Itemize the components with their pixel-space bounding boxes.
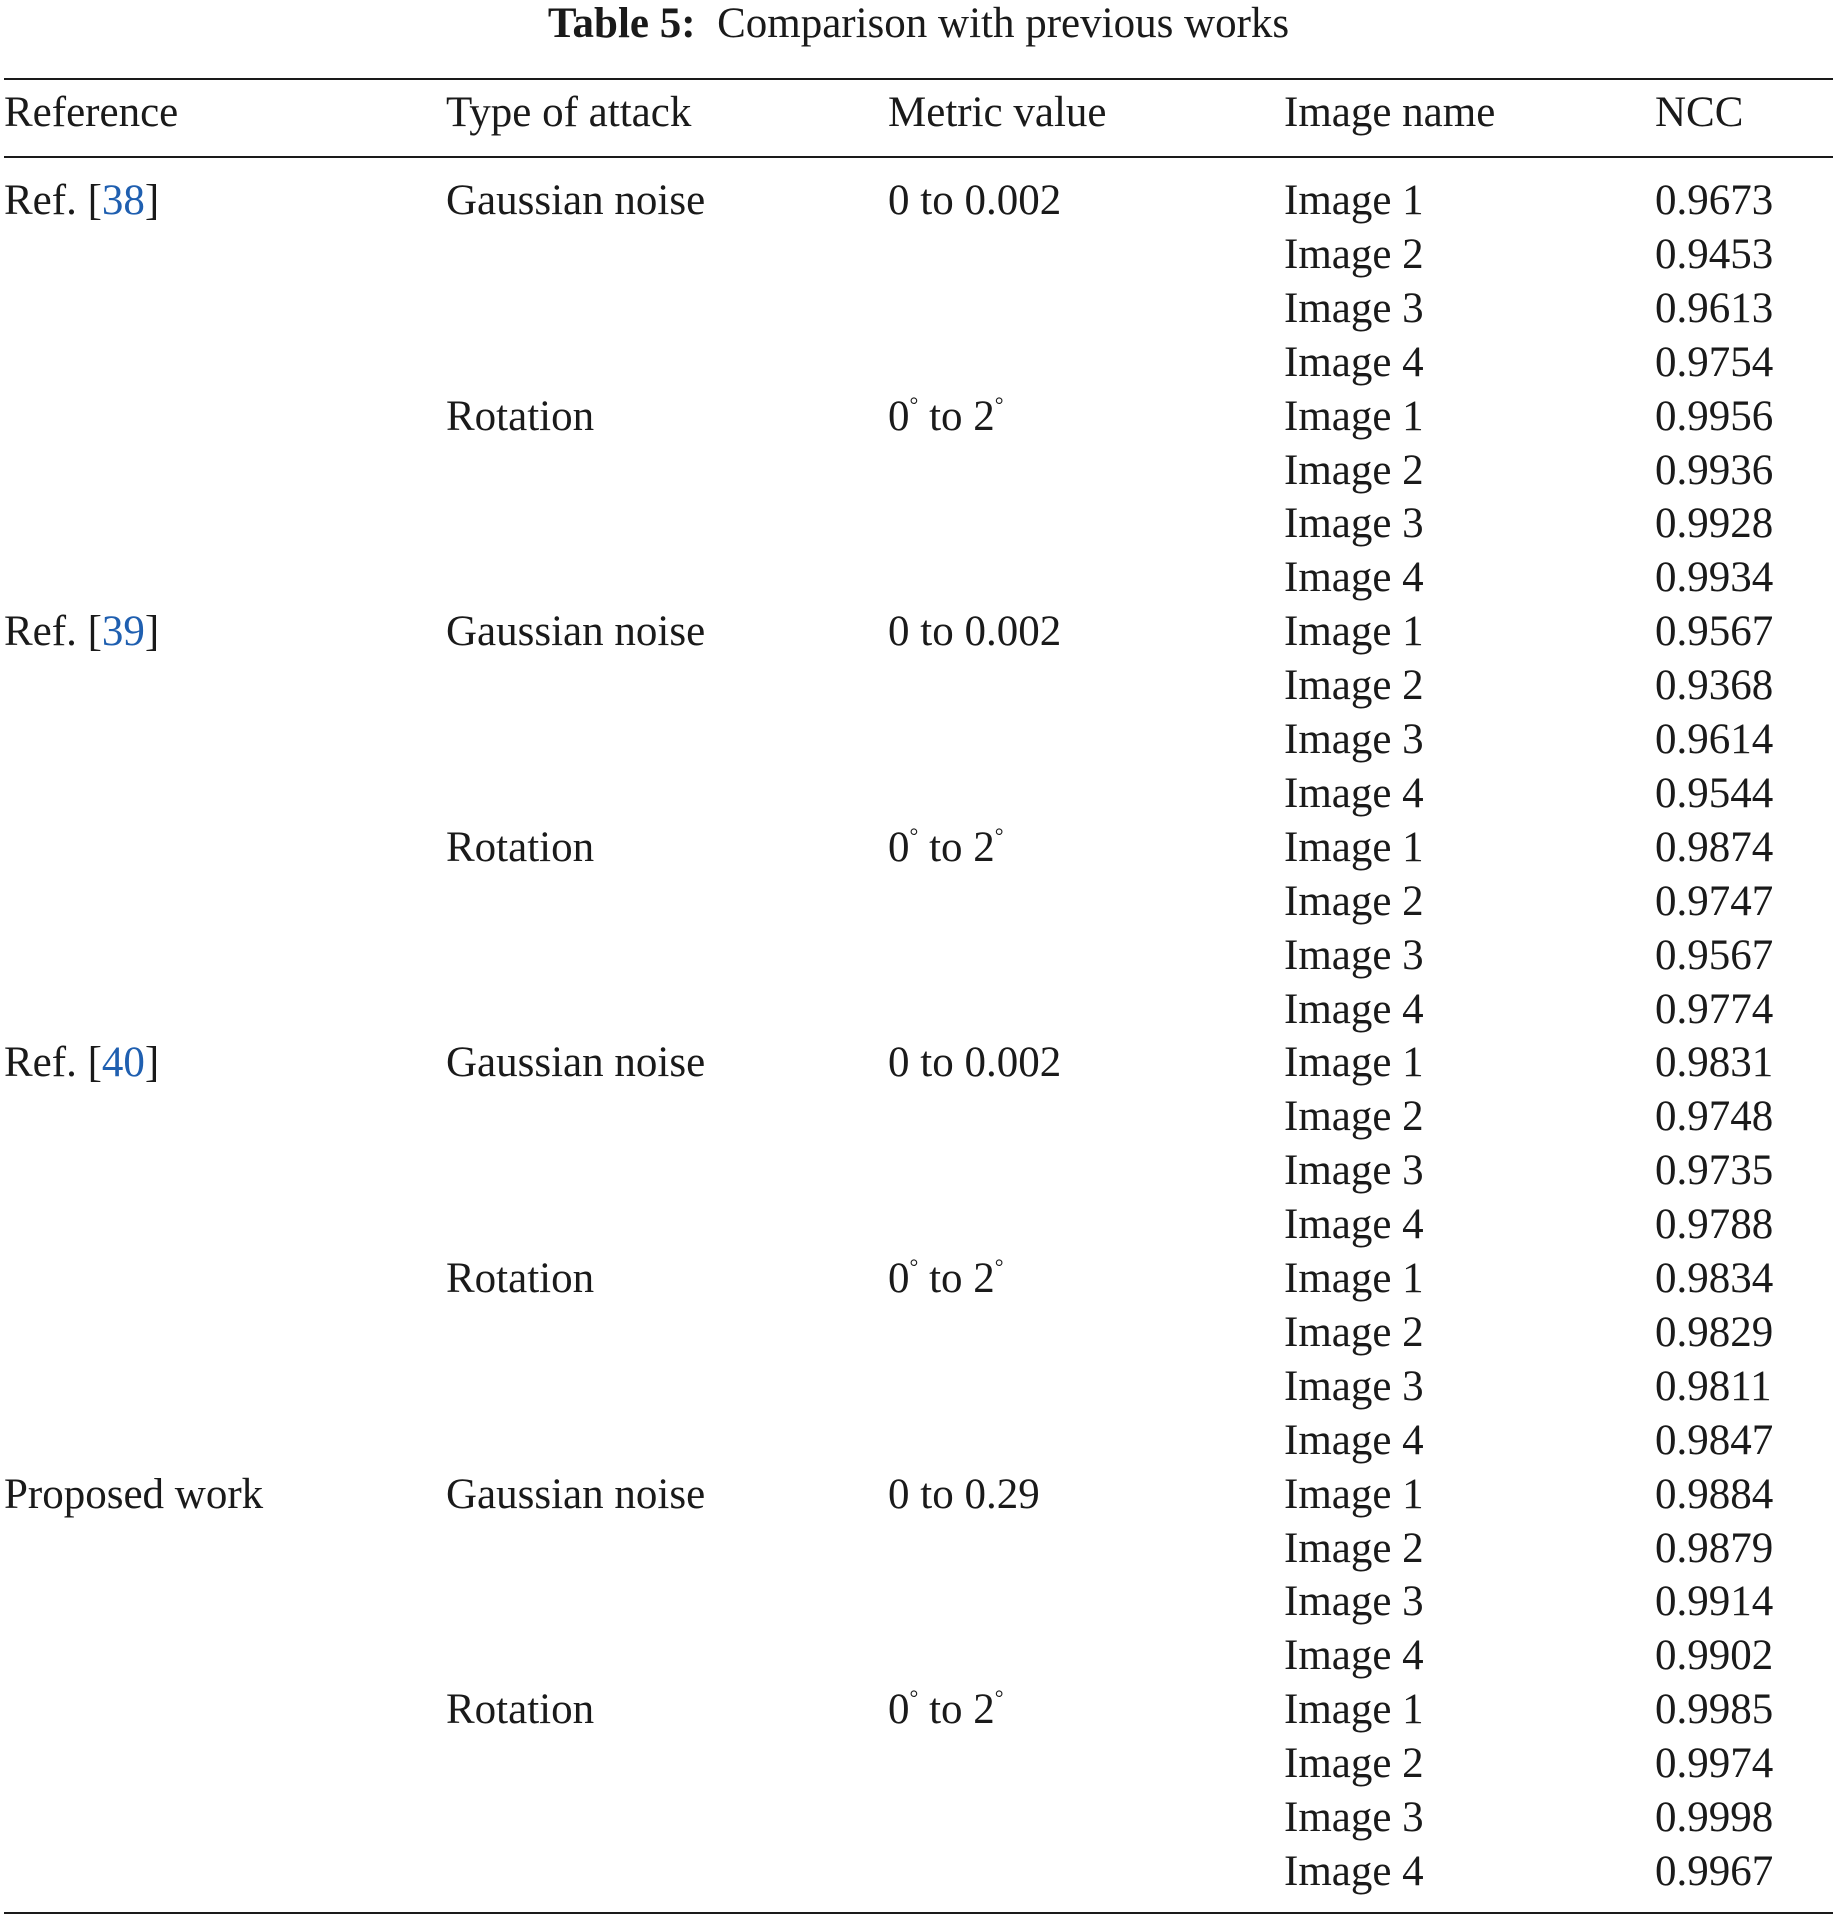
cell-image-name: Image 3 — [1284, 1147, 1424, 1195]
cell-ncc: 0.9834 — [1655, 1255, 1774, 1302]
cell-image-name: Image 4 — [1284, 1632, 1424, 1680]
cell-image-name: Image 2 — [1284, 230, 1424, 278]
cell-metric-value — [888, 821, 1004, 875]
cell-image-name: Image 2 — [1284, 1308, 1424, 1356]
cell-image-name: Image 4 — [1284, 769, 1424, 817]
cell-ncc: 0.9754 — [1655, 338, 1774, 386]
cell-ncc: 0.9985 — [1655, 1686, 1774, 1734]
metric-mid: to — [929, 392, 963, 440]
cell-image-name: Image 4 — [1284, 554, 1424, 602]
cell-image-name: Image 4 — [1284, 338, 1424, 386]
metric-from: 0 — [888, 392, 910, 440]
cell-type-of-attack: Gaussian noise — [446, 1039, 706, 1087]
header-image-name: Image name — [1284, 89, 1496, 136]
cell-image-name: Image 1 — [1284, 608, 1424, 656]
cell-metric-value: 0 to 0.002 — [888, 177, 1062, 224]
cell-ncc: 0.9998 — [1655, 1794, 1774, 1841]
cell-type-of-attack: Rotation — [446, 392, 595, 440]
cell-metric-value — [888, 1683, 1004, 1737]
cell-ncc: 0.9735 — [1655, 1147, 1774, 1195]
cell-ncc: 0.9847 — [1655, 1416, 1774, 1464]
table-top-rule — [4, 78, 1833, 80]
table-header-rule — [4, 156, 1833, 158]
cell-image-name: Image 2 — [1284, 1740, 1424, 1788]
cell-ncc: 0.9902 — [1655, 1632, 1774, 1680]
cell-image-name: Image 2 — [1284, 662, 1424, 710]
cell-image-name: Image 3 — [1284, 931, 1424, 979]
cell-ncc: 0.9788 — [1655, 1201, 1774, 1249]
cell-image-name: Image 3 — [1284, 500, 1424, 548]
metric-from: 0 — [888, 1686, 910, 1734]
cell-reference — [4, 174, 159, 228]
cell-image-name: Image 2 — [1284, 1524, 1424, 1572]
cell-ncc: 0.9673 — [1655, 177, 1774, 224]
cell-image-name: Image 3 — [1284, 716, 1424, 763]
header-reference: Reference — [4, 89, 179, 136]
cell-image-name: Image 1 — [1284, 1686, 1424, 1734]
cell-ncc: 0.9774 — [1655, 985, 1774, 1033]
cell-type-of-attack: Rotation — [446, 1255, 595, 1302]
cell-image-name: Image 3 — [1284, 1362, 1424, 1410]
cell-reference — [4, 1036, 159, 1090]
header-ncc: NCC — [1655, 89, 1744, 136]
metric-mid: to — [929, 1686, 963, 1734]
header-type-of-attack: Type of attack — [446, 89, 692, 136]
cell-ncc: 0.9613 — [1655, 284, 1774, 332]
cell-ncc: 0.9453 — [1655, 230, 1774, 278]
degree-symbol: ° — [994, 1254, 1004, 1279]
citation-link[interactable]: 38 — [101, 177, 145, 224]
cell-ncc: 0.9829 — [1655, 1308, 1774, 1356]
cell-metric-value — [888, 390, 1004, 444]
degree-symbol: ° — [909, 1254, 919, 1279]
citation-link[interactable]: 39 — [101, 608, 145, 656]
cell-ncc: 0.9368 — [1655, 662, 1774, 710]
cell-reference — [4, 605, 159, 659]
cell-ncc: 0.9811 — [1655, 1362, 1772, 1410]
metric-to: 2 — [973, 1686, 995, 1734]
cell-type-of-attack: Gaussian noise — [446, 177, 706, 224]
degree-symbol: ° — [994, 822, 1004, 848]
degree-symbol: ° — [994, 1685, 1004, 1711]
cell-ncc: 0.9967 — [1655, 1847, 1774, 1895]
cell-metric-value: 0 to 0.002 — [888, 608, 1062, 656]
metric-from: 0 — [888, 823, 910, 871]
table-caption — [0, 0, 1837, 48]
cell-ncc: 0.9974 — [1655, 1740, 1774, 1788]
cell-image-name: Image 3 — [1284, 1578, 1424, 1626]
degree-symbol: ° — [994, 391, 1004, 417]
metric-mid: to — [929, 823, 963, 871]
cell-ncc: 0.9874 — [1655, 823, 1774, 871]
cell-metric-value — [888, 1252, 1004, 1306]
cell-image-name: Image 1 — [1284, 1470, 1424, 1518]
cell-ncc: 0.9614 — [1655, 716, 1774, 763]
metric-mid: to — [929, 1255, 963, 1302]
cell-ncc: 0.9567 — [1655, 931, 1774, 979]
cell-image-name: Image 1 — [1284, 823, 1424, 871]
cell-ncc: 0.9956 — [1655, 392, 1774, 440]
cell-image-name: Image 1 — [1284, 1255, 1424, 1302]
cell-reference: Proposed work — [4, 1470, 264, 1518]
cell-image-name: Image 1 — [1284, 177, 1424, 224]
cell-ncc: 0.9567 — [1655, 608, 1774, 656]
reference-suffix: ] — [144, 177, 160, 224]
cell-type-of-attack: Rotation — [446, 823, 595, 871]
metric-to: 2 — [973, 392, 995, 440]
cell-ncc: 0.9936 — [1655, 446, 1774, 494]
cell-type-of-attack: Gaussian noise — [446, 608, 706, 656]
cell-image-name: Image 4 — [1284, 1416, 1424, 1464]
table-caption-text: Comparison with previous works — [717, 0, 1290, 47]
cell-type-of-attack: Rotation — [446, 1686, 595, 1734]
cell-image-name: Image 3 — [1284, 1794, 1424, 1841]
reference-prefix: Ref. [ — [4, 1039, 102, 1087]
cell-ncc: 0.9928 — [1655, 500, 1774, 548]
cell-ncc: 0.9914 — [1655, 1578, 1774, 1626]
cell-metric-value: 0 to 0.002 — [888, 1039, 1062, 1087]
cell-image-name: Image 1 — [1284, 392, 1424, 440]
cell-ncc: 0.9748 — [1655, 1093, 1774, 1141]
cell-type-of-attack: Gaussian noise — [446, 1470, 706, 1518]
cell-metric-value: 0 to 0.29 — [888, 1470, 1040, 1518]
table-caption-label: Table 5: — [547, 0, 696, 47]
degree-symbol: ° — [909, 822, 919, 848]
degree-symbol: ° — [909, 1685, 919, 1711]
reference-suffix: ] — [144, 608, 160, 656]
cell-image-name: Image 2 — [1284, 877, 1424, 925]
cell-image-name: Image 2 — [1284, 446, 1424, 494]
header-metric-value: Metric value — [888, 89, 1107, 136]
cell-ncc: 0.9879 — [1655, 1524, 1774, 1572]
table-bottom-rule — [4, 1912, 1833, 1914]
reference-prefix: Ref. [ — [4, 177, 102, 224]
cell-image-name: Image 4 — [1284, 985, 1424, 1033]
metric-from: 0 — [888, 1255, 910, 1302]
cell-image-name: Image 3 — [1284, 284, 1424, 332]
reference-suffix: ] — [144, 1039, 160, 1087]
metric-to: 2 — [973, 823, 995, 871]
metric-to: 2 — [973, 1255, 995, 1302]
cell-ncc: 0.9884 — [1655, 1470, 1774, 1518]
cell-ncc: 0.9747 — [1655, 877, 1774, 925]
cell-ncc: 0.9831 — [1655, 1039, 1774, 1087]
cell-image-name: Image 1 — [1284, 1039, 1424, 1087]
reference-prefix: Ref. [ — [4, 608, 102, 656]
cell-image-name: Image 4 — [1284, 1847, 1424, 1895]
cell-image-name: Image 2 — [1284, 1093, 1424, 1141]
citation-link[interactable]: 40 — [101, 1039, 145, 1087]
cell-image-name: Image 4 — [1284, 1201, 1424, 1249]
cell-ncc: 0.9544 — [1655, 769, 1774, 817]
cell-ncc: 0.9934 — [1655, 554, 1774, 602]
degree-symbol: ° — [909, 391, 919, 417]
